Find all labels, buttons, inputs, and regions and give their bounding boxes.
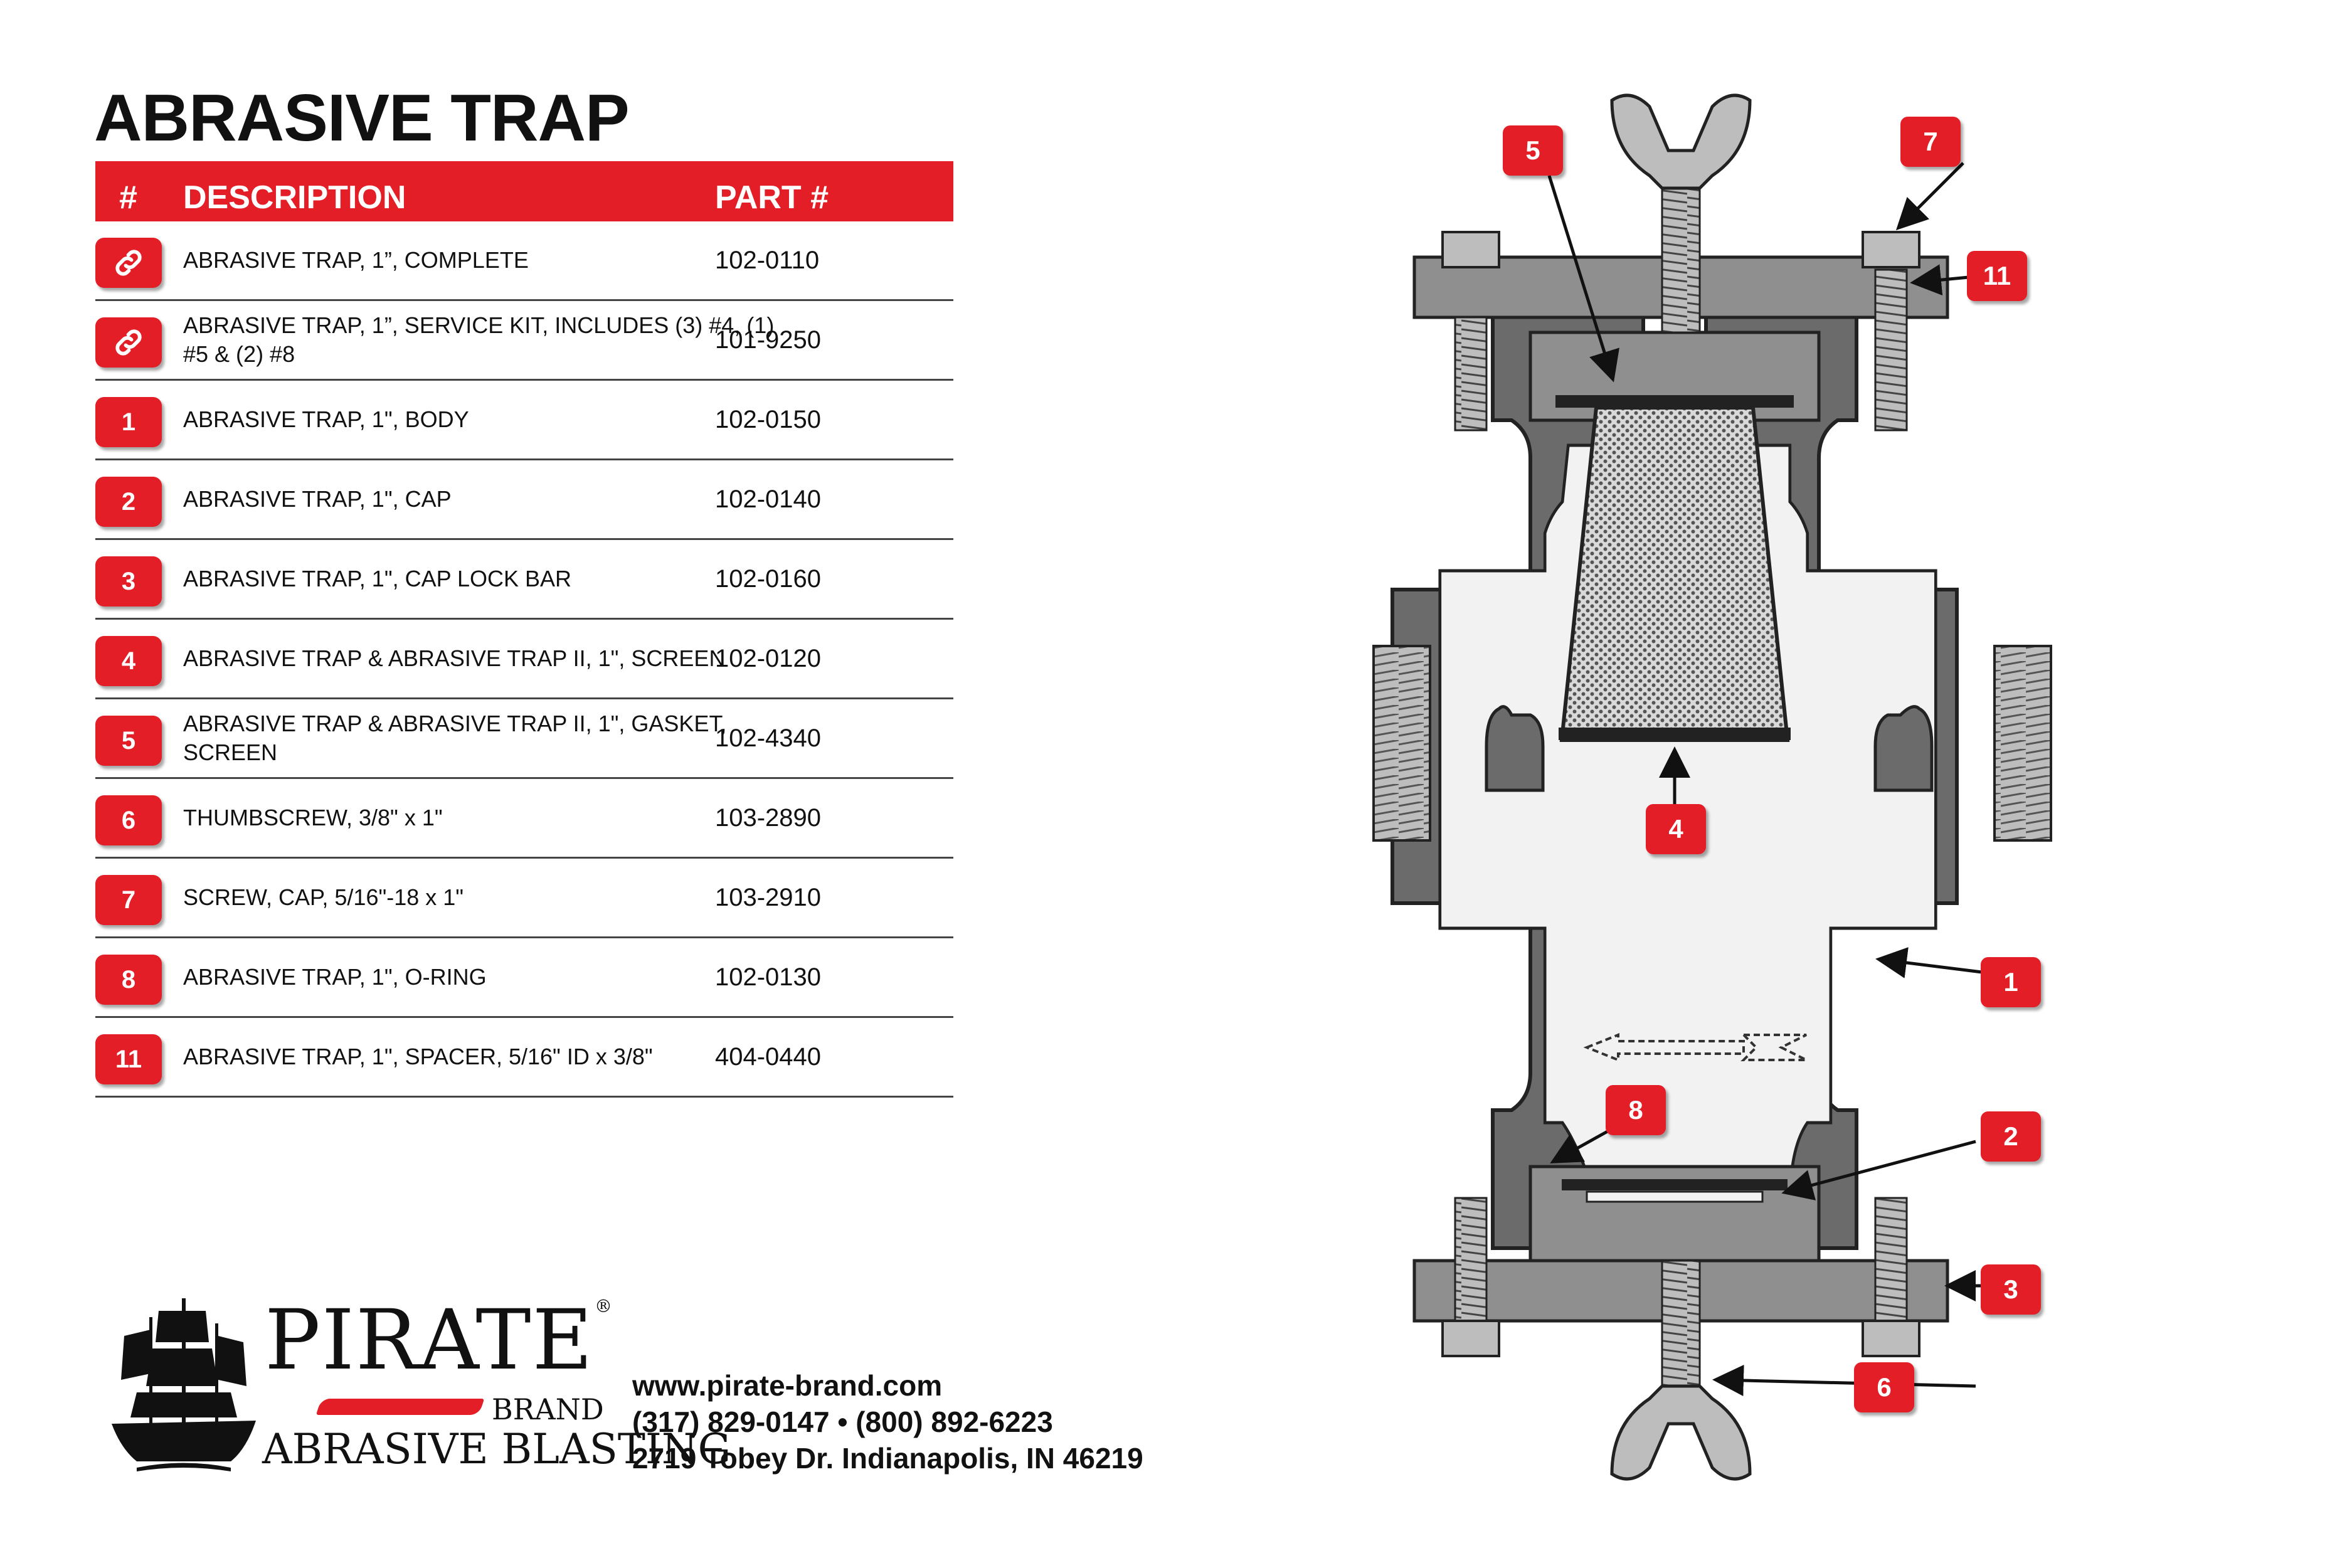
callout-1: 1 <box>1981 957 2041 1007</box>
right-port-thread <box>1994 646 2051 840</box>
table-header <box>95 161 953 221</box>
table-row <box>95 540 953 620</box>
row-part-number: 103-2910 <box>715 883 822 911</box>
address: 2719 Tobey Dr. Indianapolis, IN 46219 <box>632 1442 1143 1475</box>
registered-mark: ® <box>595 1296 612 1316</box>
screen <box>1562 408 1788 740</box>
table-row <box>95 460 953 540</box>
row-part-number: 102-0110 <box>715 246 820 274</box>
table-row <box>95 1018 953 1098</box>
table-row <box>95 221 953 301</box>
item-number-badge: 11 <box>95 1034 162 1084</box>
table-row <box>95 779 953 859</box>
table-row <box>95 301 953 381</box>
item-number-badge: 8 <box>95 955 162 1005</box>
callout-3: 3 <box>1981 1264 2041 1315</box>
pirate-brand-logo <box>112 1292 731 1480</box>
row-description: ABRASIVE TRAP, 1", CAP LOCK BAR <box>183 566 572 591</box>
callout-8: 8 <box>1606 1085 1666 1135</box>
logo-pirate-text: PIRATE <box>265 1292 594 1389</box>
row-description: ABRASIVE TRAP, 1", O-RING <box>183 964 487 990</box>
callout-2: 2 <box>1981 1111 2041 1162</box>
item-number-badge: 4 <box>95 636 162 686</box>
header-description: DESCRIPTION <box>183 179 406 216</box>
row-description: SCREW, CAP, 5/16"-18 x 1" <box>183 884 464 910</box>
callout-5: 5 <box>1503 125 1563 176</box>
row-description: ABRASIVE TRAP, 1”, SERVICE KIT, INCLUDES (3) #4, (1) #5 & (2) #8 <box>183 312 775 367</box>
table-row <box>95 699 953 779</box>
logo-brand-text: BRAND <box>492 1392 604 1426</box>
website-link[interactable]: www.pirate-brand.com <box>632 1369 943 1402</box>
item-number-badge: 1 <box>95 397 162 447</box>
item-number-badge: 7 <box>95 875 162 925</box>
row-part-number: 103-2890 <box>715 803 822 832</box>
top-left-bolt <box>1443 232 1499 430</box>
parts-table <box>95 161 953 1098</box>
row-part-number: 404-0440 <box>715 1042 822 1071</box>
bottom-wing-nut <box>1612 1386 1750 1479</box>
link-badge[interactable] <box>95 238 162 288</box>
table-row <box>95 859 953 938</box>
callout-11: 11 <box>1967 251 2027 301</box>
pirate-ship-icon <box>112 1292 256 1474</box>
row-part-number: 102-0160 <box>715 564 822 593</box>
row-part-number: 102-4340 <box>715 724 822 752</box>
link-icon <box>112 326 146 359</box>
item-number-badge: 6 <box>95 795 162 845</box>
callout-4: 4 <box>1646 804 1706 854</box>
row-part-number: 102-0120 <box>715 644 822 672</box>
top-right-bolt <box>1863 232 1919 430</box>
row-description: THUMBSCREW, 3/8" x 1" <box>183 805 443 830</box>
red-brush-stroke <box>316 1399 484 1415</box>
table-row <box>95 620 953 699</box>
callout-6: 6 <box>1854 1362 1914 1412</box>
link-badge[interactable] <box>95 317 162 368</box>
row-description: ABRASIVE TRAP & ABRASIVE TRAP II, 1", SCREEN <box>183 645 726 671</box>
row-part-number: 102-0140 <box>715 485 822 513</box>
row-description: ABRASIVE TRAP & ABRASIVE TRAP II, 1", GASKET, SCREEN <box>183 711 727 765</box>
row-description: ABRASIVE TRAP, 1", BODY <box>183 406 469 432</box>
row-part-number: 101-9250 <box>715 326 822 354</box>
top-wing-nut <box>1612 95 1750 188</box>
abrasive-trap-diagram <box>1348 82 2070 1486</box>
table-row <box>95 381 953 460</box>
item-number-badge: 2 <box>95 477 162 527</box>
row-part-number: 102-0150 <box>715 405 822 433</box>
page-title: ABRASIVE TRAP <box>94 81 629 155</box>
left-port-thread <box>1374 646 1430 840</box>
phone-numbers: (317) 829-0147 • (800) 892-6223 <box>632 1406 1053 1438</box>
row-description: ABRASIVE TRAP, 1”, COMPLETE <box>183 247 529 273</box>
contact-info <box>632 1367 1143 1476</box>
table-body <box>95 221 953 1098</box>
row-part-number: 102-0130 <box>715 963 822 991</box>
callout-7: 7 <box>1900 117 1961 167</box>
row-description: ABRASIVE TRAP, 1", CAP <box>183 486 452 512</box>
item-number-badge: 3 <box>95 556 162 607</box>
logo-abrasive-blasting-text: ABRASIVE BLASTING <box>262 1425 731 1473</box>
table-row <box>95 938 953 1018</box>
row-description: ABRASIVE TRAP, 1", SPACER, 5/16" ID x 3/8" <box>183 1044 653 1069</box>
item-number-badge: 5 <box>95 716 162 766</box>
link-icon <box>112 246 146 280</box>
header-part-number: PART # <box>715 179 829 216</box>
header-number: # <box>119 179 137 216</box>
